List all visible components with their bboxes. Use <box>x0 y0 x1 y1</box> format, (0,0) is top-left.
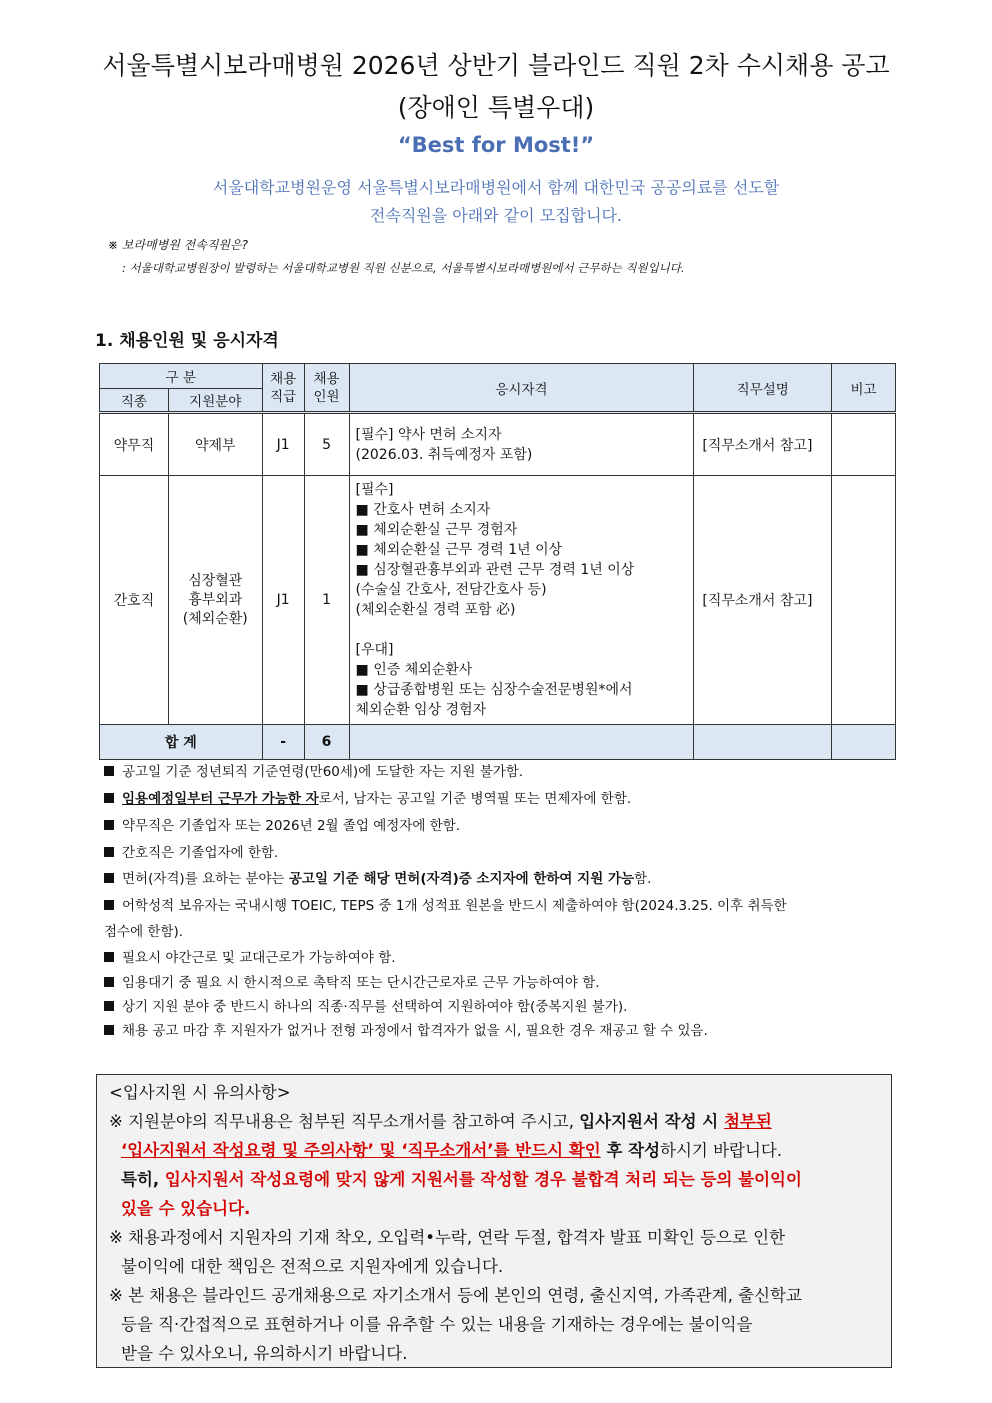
square-bullet-icon <box>104 1025 114 1035</box>
square-bullet-icon <box>104 1001 114 1011</box>
recruitment-table <box>99 363 896 760</box>
bullet-item: 약무직은 기졸업자 또는 2026년 2월 졸업 예정자에 한함. <box>104 816 894 836</box>
qualification-line: ■ 체외순환실 근무 경력 1년 이상 <box>355 542 563 558</box>
bullet-item: 어학성적 보유자는 국내시행 TOEIC, TEPS 중 1개 성적표 원본을 반드시 제출하여야 함(2024.3.25. 이후 취득한 <box>104 896 894 916</box>
note-heading: ※ 보라매병원 전속직원은? <box>108 238 248 252</box>
slogan: “Best for Most!” <box>397 133 595 157</box>
cell-count: 5 <box>304 413 349 476</box>
cell-job-type: 간호직 <box>100 476 169 725</box>
header-job-type: 직종 <box>100 389 169 413</box>
header-group: 구 분 <box>100 364 263 389</box>
total-label: 합 계 <box>100 725 263 760</box>
qualification-line: ■ 간호사 면허 소지자 <box>355 502 491 518</box>
notice-paragraph-1-cont: ‘입사지원서 작성요령 및 주의사항’ 및 ‘직무소개서’를 반드시 확인 후 작성하시기 바랍니다. <box>121 1141 783 1160</box>
notice-paragraph-1-warning: 특히, 입사지원서 작성요령에 맞지 않게 지원서를 작성할 경우 불합격 처리 되는 등의 불이익이 <box>121 1170 802 1189</box>
cell-qualification <box>349 476 694 725</box>
header-remarks: 비고 <box>832 364 896 413</box>
notice-paragraph-1-warning-end: 있을 수 있습니다. <box>121 1199 251 1218</box>
cell-field: 약제부 <box>168 413 262 476</box>
intro-line-2: 전속직원을 아래와 같이 모집합니다. <box>369 206 623 225</box>
qualification-line: ■ 심장혈관흉부외과 관련 근무 경력 1년 이상 <box>355 562 635 578</box>
notice-paragraph-3-cont: 등을 직·간접적으로 표현하거나 이를 유추할 수 있는 내용을 기재하는 경우에는 불이익을 <box>121 1315 753 1334</box>
total-row <box>100 725 896 760</box>
notice-paragraph-3-end: 받을 수 있사오니, 유의하시기 바랍니다. <box>121 1344 408 1363</box>
page-title: 서울특별시보라매병원 2026년 상반기 블라인드 직원 2차 수시채용 공고 <box>102 51 890 80</box>
qualification-line: (체외순환실 경력 포함 必) <box>355 602 516 618</box>
notice-paragraph-3: ※ 본 채용은 블라인드 공개채용으로 자기소개서 등에 본인의 연령, 출신지역, 가족관계, 출신학교 <box>109 1286 802 1305</box>
square-bullet-icon <box>104 952 114 962</box>
qualification-line <box>356 620 688 640</box>
header-grade: 채용 직급 <box>262 364 304 413</box>
bullet-item: 필요시 야간근로 및 교대근로가 가능하여야 함. <box>104 948 894 968</box>
square-bullet-icon <box>104 900 114 910</box>
header-qualification: 응시자격 <box>349 364 694 413</box>
total-empty <box>349 725 694 760</box>
table-row <box>100 476 896 725</box>
square-bullet-icon <box>104 977 114 987</box>
bullet-item: 면허(자격)를 요하는 분야는 공고일 기준 해당 면허(자격)증 소지자에 한하여 지원 가능함. <box>104 869 894 889</box>
cell-description: [직무소개서 참고] <box>694 476 832 725</box>
notice-paragraph-2-cont: 불이익에 대한 책임은 전적으로 지원자에게 있습니다. <box>121 1257 504 1276</box>
square-bullet-icon <box>104 820 114 830</box>
note-body: : 서울대학교병원장이 발령하는 서울대학교병원 직원 신분으로, 서울특별시보라매병원에서 근무하는 직원입니다. <box>122 261 685 275</box>
notice-paragraph-2: ※ 채용과정에서 지원자의 기재 착오, 오입력•누락, 연락 두절, 합격자 발표 미확인 등으로 인한 <box>109 1228 786 1247</box>
cell-grade: J1 <box>262 476 304 725</box>
notice-title: <입사지원 시 유의사항> <box>109 1083 291 1102</box>
cell-field: 심장혈관 흉부외과 (체외순환) <box>168 476 262 725</box>
cell-count: 1 <box>304 476 349 725</box>
cell-description: [직무소개서 참고] <box>694 413 832 476</box>
cell-job-type: 약무직 <box>100 413 169 476</box>
qualification-line: [우대] <box>355 642 394 658</box>
total-count: 6 <box>304 725 349 760</box>
qualification-line: [필수] 약사 면허 소지자 <box>355 426 502 443</box>
qualification-line: ■ 체외순환실 근무 경험자 <box>355 522 518 538</box>
cell-remarks <box>832 476 896 725</box>
qualification-line: (2026.03. 취득예정자 포함) <box>355 446 533 463</box>
table-row <box>100 413 896 476</box>
square-bullet-icon <box>104 766 114 776</box>
bullet-item-continued: 점수에 한함). <box>104 924 184 940</box>
cell-remarks <box>832 413 896 476</box>
square-bullet-icon <box>104 873 114 883</box>
total-empty <box>832 725 896 760</box>
bullet-item: 상기 지원 분야 중 반드시 하나의 직종·직무를 선택하여 지원하여야 함(중복지원 불가). <box>104 997 894 1017</box>
cell-grade: J1 <box>262 413 304 476</box>
total-empty <box>694 725 832 760</box>
intro-line-1: 서울대학교병원운영 서울특별시보라매병원에서 함께 대한민국 공공의료를 선도할 <box>212 178 780 197</box>
bullet-item: 임용대기 중 필요 시 한시적으로 촉탁직 또는 단시간근로자로 근무 가능하여야 함. <box>104 973 894 993</box>
bullet-item: 채용 공고 마감 후 지원자가 없거나 전형 과정에서 합격자가 없을 시, 필요한 경우 재공고 할 수 있음. <box>104 1021 894 1041</box>
square-bullet-icon <box>104 793 114 803</box>
notice-paragraph-1: ※ 지원분야의 직무내용은 첨부된 직무소개서를 참고하여 주시고, 입사지원서 작성 시 첨부된 <box>109 1112 772 1131</box>
cell-qualification <box>349 413 694 476</box>
qualification-line: ■ 인증 체외순환사 <box>355 662 473 678</box>
notice-box <box>96 1074 892 1368</box>
total-grade: - <box>262 725 304 760</box>
section-title: 1. 채용인원 및 응시자격 <box>95 331 279 351</box>
page-subtitle: (장애인 특별우대) <box>397 93 595 122</box>
qualification-line: [필수] <box>355 482 394 498</box>
header-description: 직무설명 <box>694 364 832 413</box>
header-field: 지원분야 <box>168 389 262 413</box>
header-count: 채용 인원 <box>304 364 349 413</box>
bullet-item: 임용예정일부터 근무가 가능한 자로서, 남자는 공고일 기준 병역필 또는 면제자에 한함. <box>104 789 894 809</box>
qualification-line: 체외순환 임상 경험자 <box>355 702 487 718</box>
square-bullet-icon <box>104 847 114 857</box>
qualification-line: ■ 상급종합병원 또는 심장수술전문병원*에서 <box>355 682 633 698</box>
bullet-item: 공고일 기준 정년퇴직 기준연령(만60세)에 도달한 자는 지원 불가함. <box>104 762 894 782</box>
bullet-item: 간호직은 기졸업자에 한함. <box>104 843 894 863</box>
qualification-line: (수술실 간호사, 전담간호사 등) <box>355 582 547 598</box>
